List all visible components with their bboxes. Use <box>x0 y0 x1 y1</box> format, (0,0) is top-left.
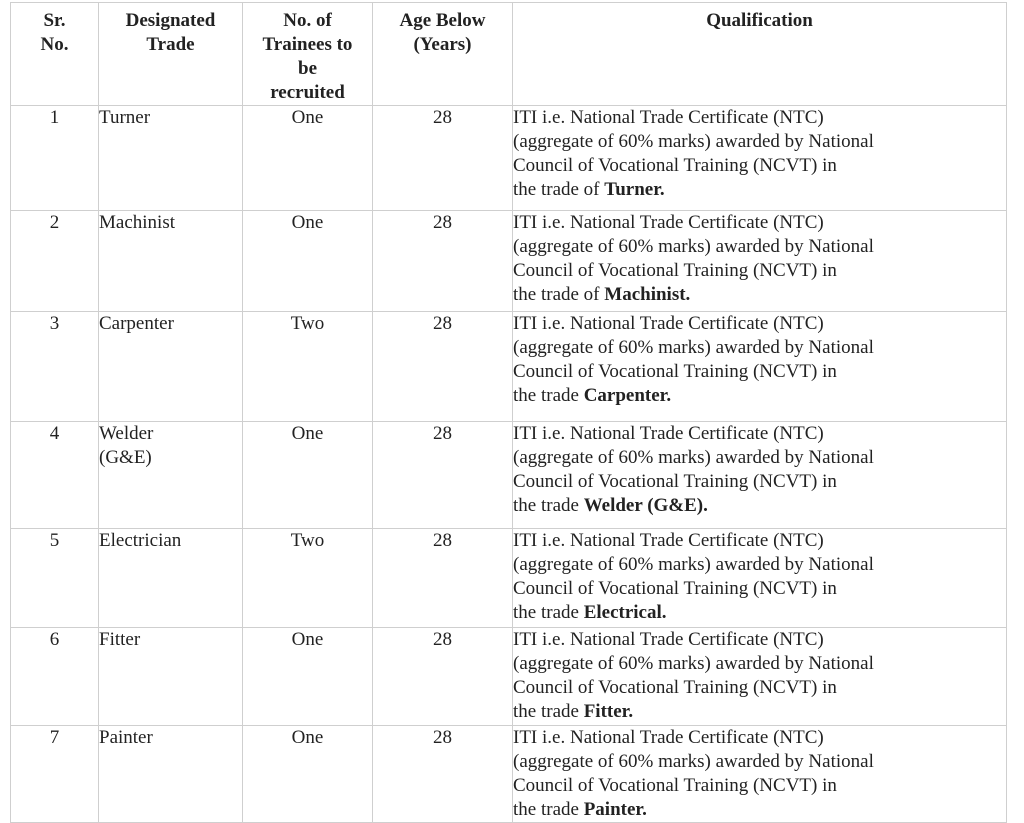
qualification-trade: Fitter. <box>583 701 634 722</box>
trade-line: Fitter <box>99 629 141 650</box>
header-trainees-line: be <box>298 58 317 79</box>
qualification-line: (aggregate of 60% marks) awarded by National <box>513 751 874 772</box>
header-trade <box>99 3 243 106</box>
qualification-line: (aggregate of 60% marks) awarded by National <box>513 236 874 257</box>
qualification-trade: Painter. <box>583 799 647 820</box>
trade-line: Painter <box>99 727 153 748</box>
age-cell: 28 <box>373 628 513 726</box>
qualification-trade-line <box>513 494 1006 518</box>
qualification-trade: Electrical. <box>583 602 667 623</box>
sr-cell: 5 <box>11 529 99 628</box>
header-trade-line: Trade <box>146 34 195 55</box>
age-cell: 28 <box>373 106 513 211</box>
trade-line: Turner <box>99 107 151 128</box>
qualification-line: Council of Vocational Training (NCVT) in <box>513 361 837 382</box>
trainees-cell: Two <box>243 312 373 422</box>
qualification-line: (aggregate of 60% marks) awarded by National <box>513 653 874 674</box>
qualification-prefix: the trade of <box>513 284 605 305</box>
header-sr-line: No. <box>40 34 69 55</box>
qualification-trade-line <box>513 384 1006 408</box>
age-cell: 28 <box>373 422 513 529</box>
age-cell: 28 <box>373 312 513 422</box>
header-age <box>373 3 513 106</box>
qualification-line: (aggregate of 60% marks) awarded by National <box>513 337 874 358</box>
header-qualification <box>513 3 1007 106</box>
qualification-trade-line <box>513 178 1006 202</box>
qualification-cell <box>513 726 1007 823</box>
qualification-trade: Turner. <box>604 179 665 200</box>
sr-cell: 2 <box>11 211 99 312</box>
trainees-cell: One <box>243 628 373 726</box>
qualification-line: ITI i.e. National Trade Certificate (NTC) <box>513 107 824 128</box>
header-qualification-label: Qualification <box>706 10 813 31</box>
sr-cell: 4 <box>11 422 99 529</box>
trainees-cell: One <box>243 726 373 823</box>
qualification-line: ITI i.e. National Trade Certificate (NTC) <box>513 313 824 334</box>
trainees-cell: One <box>243 106 373 211</box>
age-cell: 28 <box>373 726 513 823</box>
header-age-line: Age Below <box>399 10 486 31</box>
qualification-line: Council of Vocational Training (NCVT) in <box>513 155 837 176</box>
qualification-line: (aggregate of 60% marks) awarded by National <box>513 554 874 575</box>
trade-cell <box>99 628 243 726</box>
header-sr-line: Sr. <box>43 10 66 31</box>
header-trade-line: Designated <box>125 10 216 31</box>
table-row <box>11 211 1007 312</box>
sr-cell: 3 <box>11 312 99 422</box>
qualification-cell <box>513 211 1007 312</box>
qualification-line: Council of Vocational Training (NCVT) in <box>513 471 837 492</box>
qualification-line: ITI i.e. National Trade Certificate (NTC) <box>513 212 824 233</box>
header-trainees-line: recruited <box>270 82 345 103</box>
qualification-cell <box>513 422 1007 529</box>
qualification-trade-line <box>513 700 1006 724</box>
qualification-trade-line <box>513 601 1006 625</box>
header-age-line: (Years) <box>413 34 472 55</box>
table-row <box>11 312 1007 422</box>
qualification-line: Council of Vocational Training (NCVT) in <box>513 260 837 281</box>
qualification-line: Council of Vocational Training (NCVT) in <box>513 677 837 698</box>
trade-line: (G&E) <box>99 447 152 468</box>
qualification-prefix: the trade <box>513 602 584 623</box>
qualification-cell <box>513 312 1007 422</box>
qualification-line: ITI i.e. National Trade Certificate (NTC) <box>513 727 824 748</box>
qualification-trade: Welder (G&E). <box>583 495 708 516</box>
trade-cell <box>99 106 243 211</box>
qualification-cell <box>513 106 1007 211</box>
trade-line: Carpenter <box>99 313 174 334</box>
trade-line: Machinist <box>99 212 175 233</box>
trade-cell <box>99 726 243 823</box>
trade-cell <box>99 211 243 312</box>
trade-cell <box>99 312 243 422</box>
qualification-line: (aggregate of 60% marks) awarded by National <box>513 131 874 152</box>
header-sr <box>11 3 99 106</box>
qualification-line: Council of Vocational Training (NCVT) in <box>513 578 837 599</box>
qualification-line: ITI i.e. National Trade Certificate (NTC) <box>513 423 824 444</box>
trade-line: Electrician <box>99 530 182 551</box>
qualification-prefix: the trade <box>513 799 584 820</box>
qualification-line: ITI i.e. National Trade Certificate (NTC) <box>513 629 824 650</box>
table-row <box>11 106 1007 211</box>
trade-cell <box>99 422 243 529</box>
qualification-cell <box>513 628 1007 726</box>
header-trainees-line: No. of <box>283 10 332 31</box>
sr-cell: 6 <box>11 628 99 726</box>
header-trainees <box>243 3 373 106</box>
qualification-trade-line <box>513 283 1006 307</box>
trade-line: Welder <box>99 423 154 444</box>
qualification-trade-line <box>513 798 1006 822</box>
table-row <box>11 726 1007 823</box>
age-cell: 28 <box>373 211 513 312</box>
qualification-prefix: the trade <box>513 495 584 516</box>
table-row <box>11 529 1007 628</box>
qualification-prefix: the trade <box>513 385 584 406</box>
qualification-line: ITI i.e. National Trade Certificate (NTC) <box>513 530 824 551</box>
qualification-prefix: the trade <box>513 701 584 722</box>
trainees-cell: Two <box>243 529 373 628</box>
header-trainees-line: Trainees to <box>262 34 353 55</box>
age-cell: 28 <box>373 529 513 628</box>
qualification-line: (aggregate of 60% marks) awarded by National <box>513 447 874 468</box>
trainees-cell: One <box>243 422 373 529</box>
trainees-cell: One <box>243 211 373 312</box>
trades-table <box>10 2 1007 823</box>
table-row <box>11 422 1007 529</box>
qualification-line: Council of Vocational Training (NCVT) in <box>513 775 837 796</box>
trade-cell <box>99 529 243 628</box>
qualification-trade: Machinist. <box>604 284 691 305</box>
header-row <box>11 3 1007 106</box>
table-row <box>11 628 1007 726</box>
qualification-prefix: the trade of <box>513 179 605 200</box>
sr-cell: 7 <box>11 726 99 823</box>
qualification-trade: Carpenter. <box>583 385 672 406</box>
qualification-cell <box>513 529 1007 628</box>
sr-cell: 1 <box>11 106 99 211</box>
